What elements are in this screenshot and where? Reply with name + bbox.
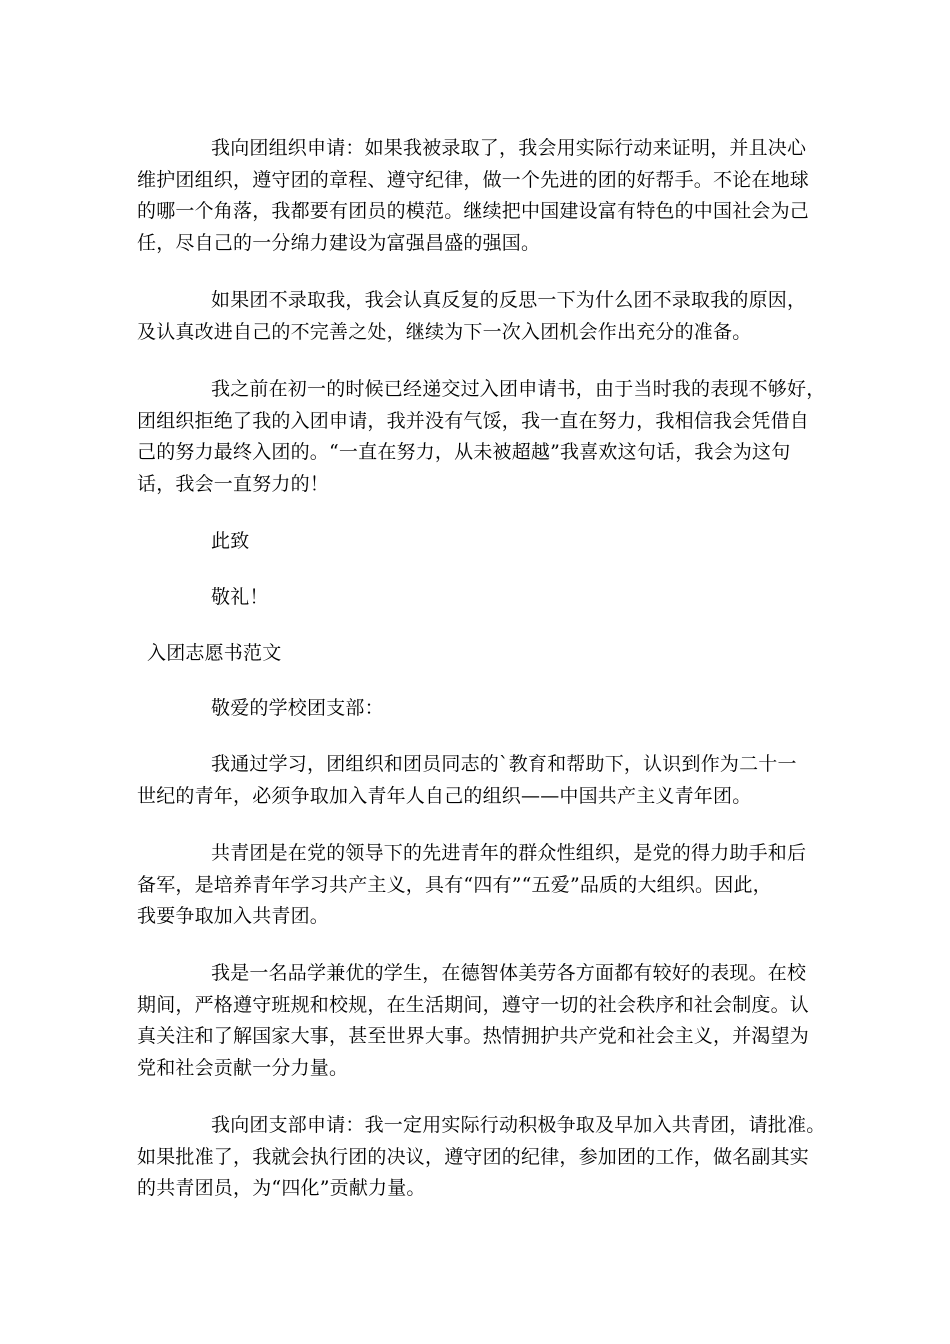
text-line: 维护团组织，遵守团的章程、遵守纪律，做一个先进的团的好帮手。不论在地球 xyxy=(137,168,810,191)
paragraph-application-pledge xyxy=(137,133,809,259)
paragraph-if-rejected xyxy=(137,285,806,348)
text-line: 期间，严格遵守班规和校规，在生活期间，遵守一切的社会秩序和社会制度。认 xyxy=(137,993,810,1016)
closing-salutation xyxy=(137,526,249,558)
text-line: 如果批准了，我就会执行团的决议，遵守团的纪律，参加团的工作，做名副其实 xyxy=(137,1145,810,1168)
text-line: 世纪的青年，必须争取加入青年人自己的组织——中国共产主义青年团。 xyxy=(137,784,752,807)
text-line: 我是一名品学兼优的学生，在德智体美劳各方面都有较好的表现。在校 xyxy=(211,962,807,984)
paragraph-self-introduction xyxy=(137,958,809,1084)
text-line: 的哪一个角落，我都要有团员的模范。继续把中国建设富有特色的中国社会为己 xyxy=(137,200,810,222)
paragraph-final-request xyxy=(137,1110,825,1205)
text-line: 党和社会贡献一分力量。 xyxy=(137,1056,349,1079)
text-line: 入团志愿书范文 xyxy=(147,642,282,664)
closing-respect xyxy=(137,582,269,614)
text-line: 真关注和了解国家大事，甚至世界大事。热情拥护共产党和社会主义，并渴望为 xyxy=(137,1025,810,1047)
text-line: 己的努力最终入团的。“一直在努力，从未被超越”我喜欢这句话，我会为这句 xyxy=(137,441,791,463)
text-line: 此致 xyxy=(211,530,250,552)
text-line: 话，我会一直努力的！ xyxy=(137,472,330,495)
text-line: 共青团是在党的领导下的先进青年的群众性组织，是党的得力助手和后 xyxy=(211,842,807,864)
paragraph-learning xyxy=(137,749,797,812)
section-heading xyxy=(137,638,281,670)
text-line: 备军，是培养青年学习共产主义，具有“四有”“五爱”品质的大组织。因此， xyxy=(137,873,772,896)
text-line: 如果团不录取我，我会认真反复的反思一下为什么团不录取我的原因， xyxy=(211,289,807,311)
paragraph-league-description xyxy=(137,838,806,933)
text-line: 任，尽自己的一分绵力建设为富强昌盛的强国。 xyxy=(137,231,541,254)
paragraph-previous-attempt xyxy=(137,374,825,500)
text-line: 及认真改进自己的不完善之处，继续为下一次入团机会作出充分的准备。 xyxy=(137,320,752,343)
letter-greeting xyxy=(137,693,384,725)
text-line: 团组织拒绝了我的入团申请，我并没有气馁，我一直在努力，我相信我会凭借自 xyxy=(137,409,810,432)
text-line: 我通过学习，团组织和团员同志的`教育和帮助下，认识到作为二十一 xyxy=(211,753,797,775)
text-line: 敬爱的学校团支部： xyxy=(211,697,384,719)
text-line: 敬礼！ xyxy=(211,586,269,608)
text-line: 我之前在初一的时候已经递交过入团申请书，由于当时我的表现不够好， xyxy=(211,378,826,400)
text-line: 的共青团员，为“四化”贡献力量。 xyxy=(137,1177,426,1199)
text-line: 我向团组织申请：如果我被录取了，我会用实际行动来证明，并且决心 xyxy=(211,137,807,159)
text-line: 我要争取加入共青团。 xyxy=(137,905,330,927)
text-line: 我向团支部申请：我一定用实际行动积极争取及早加入共青团，请批准。 xyxy=(211,1114,826,1136)
